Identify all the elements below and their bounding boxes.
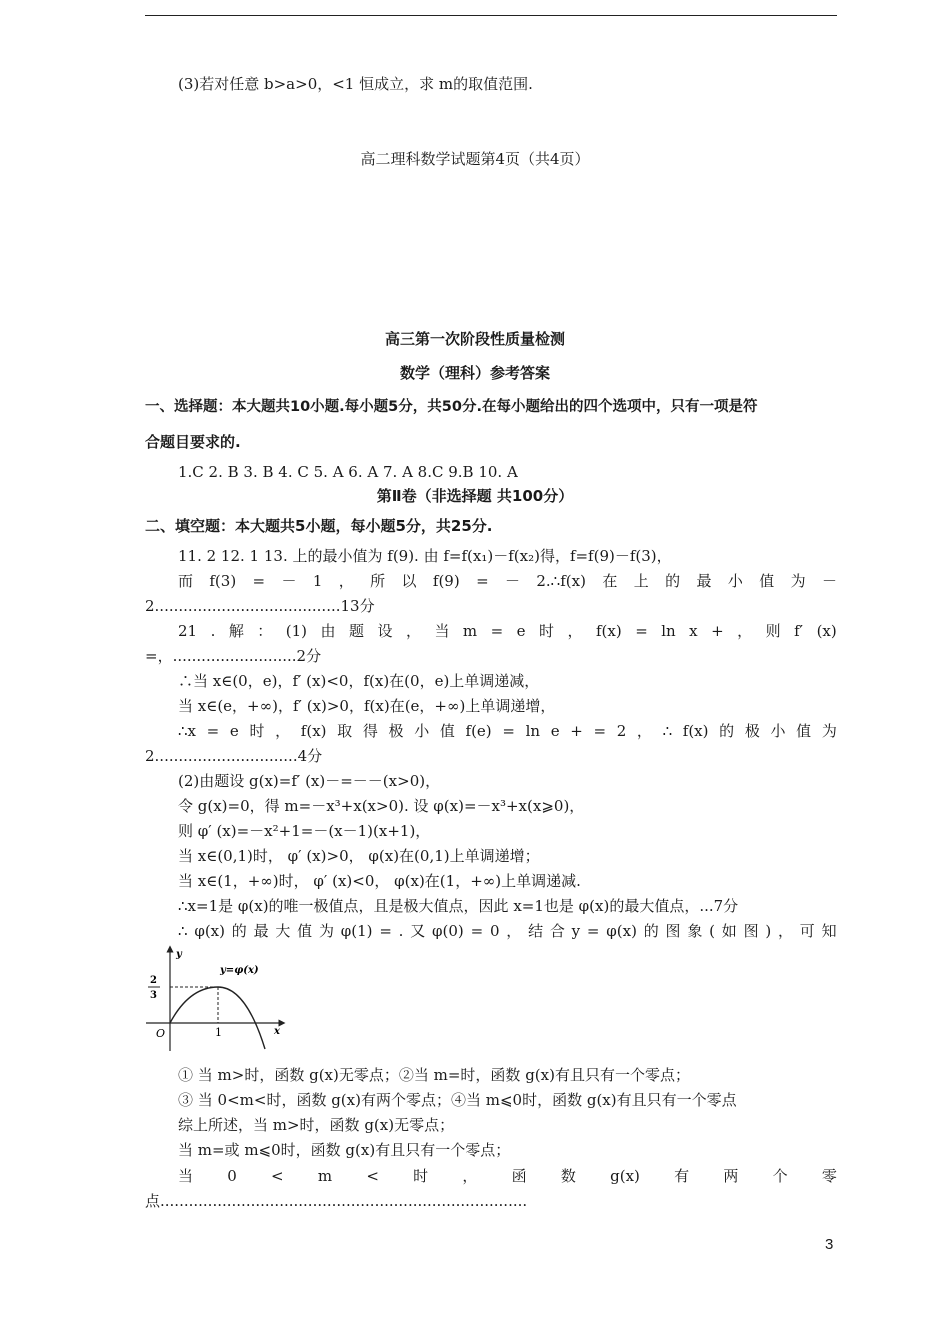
text-token: 的 bbox=[231, 922, 247, 940]
text-token: e bbox=[229, 722, 239, 740]
text-token: ln bbox=[661, 622, 676, 640]
text-token: m bbox=[317, 1167, 333, 1185]
text-token: ， bbox=[506, 922, 522, 940]
section-1-heading-cont: 合题目要求的. bbox=[145, 433, 241, 451]
text-token: = bbox=[502, 722, 515, 740]
text-token: 21 bbox=[178, 622, 198, 640]
volume-2-heading bbox=[0, 486, 950, 506]
text-token: 时 bbox=[249, 722, 265, 740]
case-3-4: ③ 当 0<m<时，函数 g(x)有两个零点；④当 m⩽0时，函数 g(x)有且只有一个零点 bbox=[178, 1091, 737, 1109]
text-token: φ(0) bbox=[432, 922, 464, 940]
text-token: 上 bbox=[633, 572, 649, 590]
text-token: ： bbox=[257, 622, 273, 640]
text-token: 值 bbox=[759, 572, 775, 590]
text-token: ∴ bbox=[178, 922, 188, 940]
text-token: 最 bbox=[253, 922, 269, 940]
line-21-score: 2..............................4分 bbox=[145, 747, 323, 765]
text-token: = bbox=[252, 572, 266, 590]
text-token: 而 bbox=[178, 572, 194, 590]
text-token: φ(1) bbox=[340, 922, 373, 940]
line-part2-phi-deriv: 则 φ′ (x)=－x²+1=－(x－1)(x+1)， bbox=[178, 822, 431, 840]
text-token: (1) bbox=[285, 622, 308, 640]
text-token: ( bbox=[709, 922, 715, 940]
line-13-score: 2.......................................13分 bbox=[145, 597, 375, 615]
text-token: 以 bbox=[401, 572, 417, 590]
text-token: 如 bbox=[721, 922, 737, 940]
text-token: f(3) bbox=[209, 572, 237, 590]
section-2-heading: 二、填空题：本大题共5小题，每小题5分，共25分. bbox=[145, 517, 493, 535]
text-token: 象 bbox=[687, 922, 703, 940]
text-token: 值 bbox=[439, 722, 455, 740]
text-token: < bbox=[366, 1167, 379, 1185]
x-axis-label: x bbox=[274, 1026, 280, 1037]
text-token: 为 bbox=[790, 572, 806, 590]
text-token: 值 bbox=[297, 922, 313, 940]
line-part2-g: (2)由题设 g(x)=f′ (x)－=－－(x>0)， bbox=[178, 772, 441, 790]
text-token: 由 bbox=[320, 622, 336, 640]
text-token: ， bbox=[275, 722, 291, 740]
text-token: 设 bbox=[377, 622, 393, 640]
text-token: 的 bbox=[665, 572, 681, 590]
text-token: ， bbox=[778, 922, 794, 940]
section-1-heading: 一、选择题：本大题共10小题.每小题5分，共50分.在每小题给出的四个选项中，只有一项是符 bbox=[145, 399, 758, 415]
text-token: 题 bbox=[348, 622, 364, 640]
text-token: 合 bbox=[549, 922, 565, 940]
choice-answers: 1.C 2. B 3. B 4. C 5. A 6. A 7. A 8.C 9.B 10. A bbox=[178, 463, 518, 481]
text-token: e bbox=[550, 722, 560, 740]
text-token: = bbox=[206, 722, 220, 740]
text-token: 2.∴f(x) bbox=[536, 572, 586, 590]
line-part2-max bbox=[178, 921, 837, 941]
summary-3-cont: 点............................................................................. bbox=[145, 1192, 528, 1210]
text-token: 图 bbox=[665, 922, 681, 940]
summary-2: 当 m=或 m⩽0时，函数 g(x)有且只有一个零点； bbox=[178, 1141, 511, 1159]
text-token: 为 bbox=[821, 722, 837, 740]
text-token: 有 bbox=[674, 1167, 690, 1185]
text-token: 所 bbox=[370, 572, 386, 590]
text-token: 两 bbox=[723, 1167, 739, 1185]
text-token: . bbox=[210, 622, 216, 640]
text-token: (x) bbox=[816, 622, 837, 640]
answer-title: 高三第一次阶段性质量检测 bbox=[384, 330, 565, 348]
line-21-min bbox=[178, 721, 837, 741]
summary-3 bbox=[178, 1166, 837, 1186]
text-token: x bbox=[689, 622, 698, 640]
text-token: 1 bbox=[312, 572, 323, 590]
text-token: ∴x bbox=[178, 722, 197, 740]
text-token: 图 bbox=[743, 922, 759, 940]
origin-label: O bbox=[156, 1027, 166, 1040]
text-token: 数 bbox=[560, 1167, 576, 1185]
summary-1: 综上所述，当 m>时，函数 g(x)无零点； bbox=[178, 1116, 455, 1134]
text-token: = bbox=[476, 572, 489, 590]
text-token: ， bbox=[405, 622, 421, 640]
text-token: ) bbox=[765, 922, 772, 940]
text-token: = bbox=[490, 622, 504, 640]
curve-label: y=φ(x) bbox=[220, 965, 259, 976]
text-token: g(x) bbox=[610, 1167, 640, 1185]
text-token: + bbox=[711, 622, 724, 640]
text-token: f(x) bbox=[596, 622, 622, 640]
line-part2-extreme: ∴x=1是 φ(x)的唯一极值点，且是极大值点，因此 x=1也是 φ(x)的最大值点，...7分 bbox=[178, 897, 739, 915]
text-token: . bbox=[398, 922, 404, 940]
text-token: 为 bbox=[318, 922, 334, 940]
text-token: φ(x) bbox=[606, 922, 637, 940]
text-token: m bbox=[462, 622, 478, 640]
frac-denominator: 3 bbox=[150, 990, 157, 1001]
text-token: 0 bbox=[227, 1167, 237, 1185]
text-token: 当 bbox=[434, 622, 450, 640]
top-rule bbox=[145, 15, 837, 16]
text-token: － bbox=[281, 572, 297, 590]
text-token: + bbox=[570, 722, 583, 740]
text-token: 的 bbox=[643, 922, 659, 940]
frac-numerator: 2 bbox=[150, 975, 157, 986]
text-token: ， bbox=[338, 572, 354, 590]
y-axis-label: y bbox=[176, 949, 182, 960]
text-token: 小 bbox=[414, 722, 430, 740]
page-footer: 高二理科数学试题第4页（共4页） bbox=[360, 150, 590, 168]
text-token: 大 bbox=[275, 922, 291, 940]
text-token: = bbox=[635, 622, 648, 640]
text-token: 结 bbox=[528, 922, 544, 940]
text-token: 又 bbox=[410, 922, 426, 940]
text-token: ， bbox=[636, 722, 652, 740]
line-21-decr: ∴当 x∈(0，e)，f′ (x)<0，f(x)在(0，e)上单调递减， bbox=[178, 672, 540, 690]
text-token: 极 bbox=[744, 722, 760, 740]
text-token: 得 bbox=[362, 722, 378, 740]
text-token: － bbox=[505, 572, 521, 590]
line-21-deriv: =，..........................2分 bbox=[145, 647, 322, 665]
volume-2-label: 第Ⅱ卷（非选择题 共100分） bbox=[376, 487, 574, 505]
text-token: = bbox=[470, 922, 484, 940]
text-token: 时 bbox=[539, 622, 555, 640]
text-token: = bbox=[593, 722, 607, 740]
text-token: 值 bbox=[796, 722, 812, 740]
text-token: 零 bbox=[821, 1167, 837, 1185]
text-token: 则 bbox=[765, 622, 781, 640]
case-1-2: ① 当 m>时，函数 g(x)无零点；②当 m=时，函数 g(x)有且只有一个零点； bbox=[178, 1066, 690, 1084]
text-token: e bbox=[516, 622, 526, 640]
text-token: 的 bbox=[719, 722, 735, 740]
text-token: 函 bbox=[511, 1167, 527, 1185]
text-token: － bbox=[821, 572, 837, 590]
x-tick-1: 1 bbox=[215, 1026, 222, 1039]
text-token: ， bbox=[567, 622, 583, 640]
text-token: = bbox=[379, 922, 392, 940]
text-token: 在 bbox=[602, 572, 618, 590]
line-21-incr: 当 x∈(e，+∞)，f′ (x)>0，f(x)在(e，+∞)上单调递增， bbox=[178, 697, 556, 715]
text-token: 取 bbox=[337, 722, 353, 740]
text-token: f(x) bbox=[300, 722, 327, 740]
text-token: 解 bbox=[228, 622, 244, 640]
text-token: φ(x) bbox=[194, 922, 225, 940]
text-token: = bbox=[586, 922, 600, 940]
line-11-13: 11. 2 12. 1 13. 上的最小值为 f(9). 由 f=f(x₁)－f(x₂)得，f=f(9)－f(3)， bbox=[178, 547, 672, 565]
text-token: 可 bbox=[799, 922, 815, 940]
text-token: 0 bbox=[489, 922, 500, 940]
text-token: f′ bbox=[794, 622, 804, 640]
text-token: ln bbox=[525, 722, 541, 740]
text-token: 极 bbox=[388, 722, 404, 740]
answer-subtitle: 数学（理科）参考答案 bbox=[399, 364, 550, 382]
text-token: 时 bbox=[413, 1167, 429, 1185]
text-token: ， bbox=[737, 622, 753, 640]
text-token: < bbox=[271, 1167, 284, 1185]
line-part2-zero: 令 g(x)=0，得 m=－x³+x(x>0). 设 φ(x)=－x³+x(x⩾0)， bbox=[178, 797, 585, 815]
line-part2-incr: 当 x∈(0,1)时， φ′ (x)>0， φ(x)在(0,1)上单调递增； bbox=[178, 847, 540, 865]
line-part2-decr: 当 x∈(1，+∞)时， φ′ (x)<0， φ(x)在(1，+∞)上单调递减. bbox=[178, 872, 581, 890]
text-token: f(e) bbox=[465, 722, 492, 740]
line-13-cont bbox=[178, 571, 837, 591]
text-token: 个 bbox=[772, 1167, 788, 1185]
question-3: (3)若对任意 b>a>0，<1 恒成立，求 m的取值范围. bbox=[178, 75, 533, 93]
line-21-start bbox=[178, 621, 837, 641]
text-token: ∴ bbox=[662, 722, 673, 740]
text-token: 最 bbox=[696, 572, 712, 590]
text-token: y bbox=[571, 922, 581, 940]
text-token: f(9) bbox=[432, 572, 460, 590]
text-token: 当 bbox=[178, 1167, 194, 1185]
page-number: 3 bbox=[825, 1236, 834, 1253]
text-token: 知 bbox=[821, 922, 837, 940]
text-token: 2 bbox=[616, 722, 627, 740]
text-token: ， bbox=[462, 1167, 478, 1185]
text-token: 小 bbox=[770, 722, 786, 740]
phi-graph bbox=[140, 945, 290, 1055]
text-token: 小 bbox=[727, 572, 743, 590]
text-token: f(x) bbox=[682, 722, 709, 740]
